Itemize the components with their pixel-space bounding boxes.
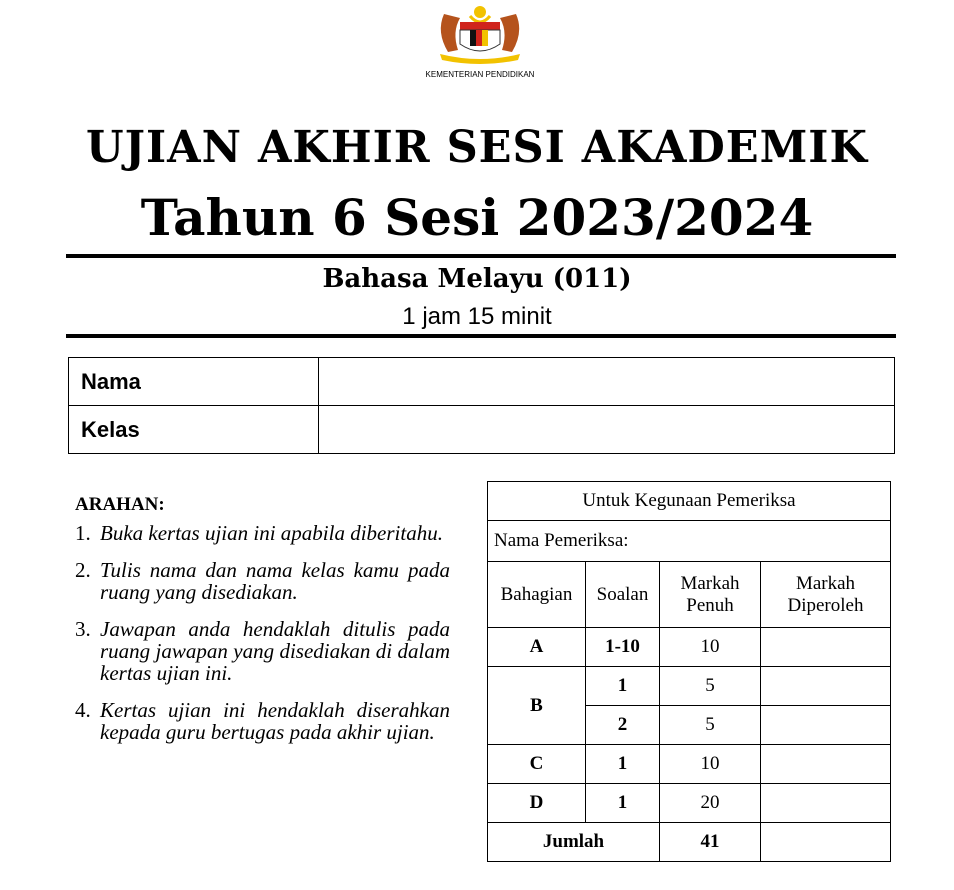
total-row: [488, 823, 891, 862]
section-cell: B: [488, 667, 586, 745]
table-title: Untuk Kegunaan Pemeriksa: [488, 482, 891, 521]
question-cell: 2: [586, 706, 660, 745]
student-identity-table: [68, 357, 895, 454]
divider: [66, 334, 896, 338]
exam-subtitle: Tahun 6 Sesi 2023/2024: [140, 188, 814, 247]
divider: [66, 254, 896, 258]
subject: Bahasa Melayu (011): [322, 264, 632, 294]
instruction-item: [75, 699, 450, 743]
header-markah-penuh: Markah Penuh: [660, 562, 761, 628]
exam-title: UJIAN AKHIR SESI AKADEMIK: [86, 122, 868, 173]
section-cell: C: [488, 745, 586, 784]
instruction-item: [75, 618, 450, 684]
obtained-marks-cell[interactable]: [761, 745, 891, 784]
class-field[interactable]: [319, 406, 895, 454]
table-row: [488, 784, 891, 823]
section-cell: D: [488, 784, 586, 823]
duration: 1 jam 15 minit: [402, 303, 552, 330]
instruction-item: [75, 522, 450, 544]
instructions-heading: ARAHAN:: [75, 494, 165, 515]
obtained-marks-cell[interactable]: [761, 628, 891, 667]
full-marks-cell: 10: [660, 745, 761, 784]
instruction-number: 2.: [75, 558, 91, 582]
table-row: [488, 628, 891, 667]
header-bahagian: Bahagian: [488, 562, 586, 628]
instruction-number: 3.: [75, 617, 91, 641]
header-markah-diperoleh: Markah Diperoleh: [761, 562, 891, 628]
full-marks-cell: 5: [660, 667, 761, 706]
instructions-list: [75, 522, 450, 758]
instruction-number: 4.: [75, 698, 91, 722]
full-marks-cell: 10: [660, 628, 761, 667]
instruction-text: Tulis nama dan nama kelas kamu pada ruang yang disediakan.: [100, 558, 450, 604]
instruction-item: [75, 559, 450, 603]
class-label: Kelas: [69, 406, 319, 454]
question-cell: 1: [586, 745, 660, 784]
total-full-marks: 41: [660, 823, 761, 862]
instruction-text: Kertas ujian ini hendaklah diserahkan kepada guru bertugas pada akhir ujian.: [100, 698, 450, 744]
full-marks-cell: 5: [660, 706, 761, 745]
name-label: Nama: [69, 358, 319, 406]
obtained-marks-cell[interactable]: [761, 784, 891, 823]
obtained-marks-cell[interactable]: [761, 667, 891, 706]
examiner-marks-table: [487, 481, 891, 862]
ministry-name: KEMENTERIAN PENDIDIKAN: [425, 70, 535, 79]
section-cell: A: [488, 628, 586, 667]
table-row: [488, 667, 891, 706]
ministry-crest-logo: [430, 2, 530, 66]
question-cell: 1: [586, 784, 660, 823]
instruction-text: Buka kertas ujian ini apabila diberitahu.: [100, 521, 443, 545]
header-soalan: Soalan: [586, 562, 660, 628]
table-row: [488, 745, 891, 784]
instruction-text: Jawapan anda hendaklah ditulis pada ruang jawapan yang disediakan di dalam kertas ujian ini.: [100, 617, 450, 685]
question-cell: 1-10: [586, 628, 660, 667]
instruction-number: 1.: [75, 521, 91, 545]
obtained-marks-cell[interactable]: [761, 706, 891, 745]
total-label: Jumlah: [488, 823, 660, 862]
full-marks-cell: 20: [660, 784, 761, 823]
question-cell: 1: [586, 667, 660, 706]
examiner-name-field[interactable]: Nama Pemeriksa:: [488, 521, 891, 562]
name-field[interactable]: [319, 358, 895, 406]
total-obtained-cell[interactable]: [761, 823, 891, 862]
